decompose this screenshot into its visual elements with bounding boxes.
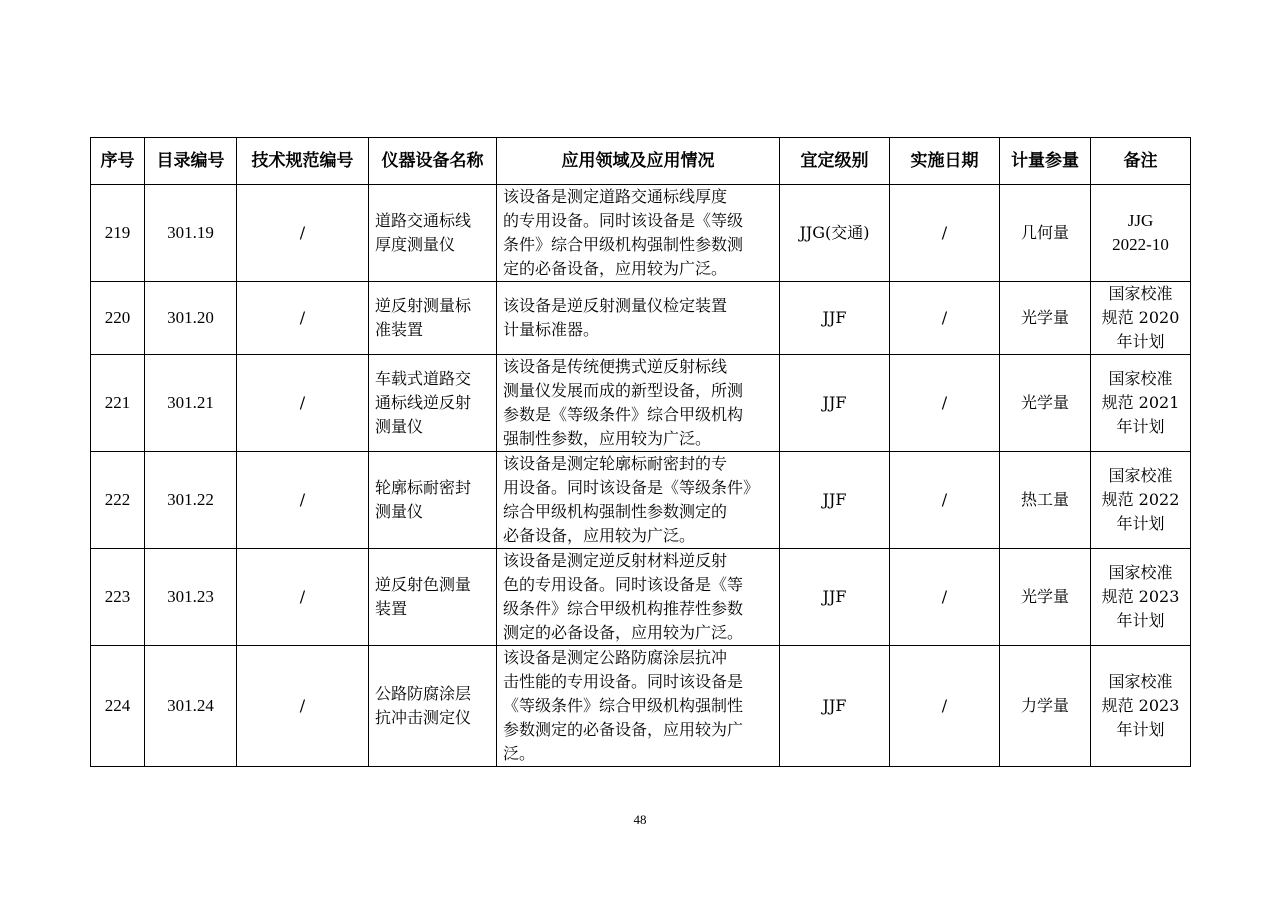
cell-application: 该设备是测定道路交通标线厚度 的专用设备。同时该设备是《等级 条件》综合甲级机构强制性参数测 定的必备设备，应用较为广泛。 <box>497 185 780 282</box>
cell-level: JJF <box>780 282 890 355</box>
cell-spec: / <box>237 185 369 282</box>
cell-param: 力学量 <box>1000 646 1091 767</box>
cell-seq: 223 <box>91 549 145 646</box>
table-row <box>91 549 1191 646</box>
cell-param: 光学量 <box>1000 282 1091 355</box>
cell-level: JJG(交通) <box>780 185 890 282</box>
cell-remark: JJG 2022-10 <box>1091 185 1191 282</box>
cell-application: 该设备是逆反射测量仪检定装置 计量标准器。 <box>497 282 780 355</box>
cell-catalog: 301.24 <box>145 646 237 767</box>
cell-date: / <box>890 549 1000 646</box>
cell-date: / <box>890 646 1000 767</box>
cell-level: JJF <box>780 355 890 452</box>
header-spec-number: 技术规范编号 <box>237 138 369 185</box>
cell-spec: / <box>237 646 369 767</box>
cell-param: 光学量 <box>1000 549 1091 646</box>
cell-name: 逆反射测量标 准装置 <box>369 282 497 355</box>
cell-spec: / <box>237 355 369 452</box>
cell-application: 该设备是传统便携式逆反射标线 测量仪发展而成的新型设备，所测 参数是《等级条件》综合甲级机构 强制性参数，应用较为广泛。 <box>497 355 780 452</box>
table-row <box>91 355 1191 452</box>
table-row <box>91 282 1191 355</box>
table-header-row <box>91 138 1191 185</box>
cell-remark: 国家校准 规范 2021 年计划 <box>1091 355 1191 452</box>
header-level: 宜定级别 <box>780 138 890 185</box>
cell-date: / <box>890 282 1000 355</box>
cell-seq: 220 <box>91 282 145 355</box>
cell-catalog: 301.21 <box>145 355 237 452</box>
cell-date: / <box>890 355 1000 452</box>
cell-application: 该设备是测定公路防腐涂层抗冲 击性能的专用设备。同时该设备是 《等级条件》综合甲级机构强制性 参数测定的必备设备，应用较为广 泛。 <box>497 646 780 767</box>
table-row <box>91 452 1191 549</box>
cell-remark: 国家校准 规范 2022 年计划 <box>1091 452 1191 549</box>
header-seq: 序号 <box>91 138 145 185</box>
cell-name: 道路交通标线 厚度测量仪 <box>369 185 497 282</box>
cell-seq: 219 <box>91 185 145 282</box>
header-instrument-name: 仪器设备名称 <box>369 138 497 185</box>
cell-catalog: 301.23 <box>145 549 237 646</box>
cell-level: JJF <box>780 646 890 767</box>
header-catalog-number: 目录编号 <box>145 138 237 185</box>
cell-seq: 224 <box>91 646 145 767</box>
cell-level: JJF <box>780 549 890 646</box>
cell-name: 轮廓标耐密封 测量仪 <box>369 452 497 549</box>
cell-spec: / <box>237 452 369 549</box>
cell-remark: 国家校准 规范 2023 年计划 <box>1091 549 1191 646</box>
page-number: 48 <box>633 812 647 827</box>
cell-param: 光学量 <box>1000 355 1091 452</box>
cell-date: / <box>890 452 1000 549</box>
cell-name: 公路防腐涂层 抗冲击测定仪 <box>369 646 497 767</box>
header-parameter: 计量参量 <box>1000 138 1091 185</box>
cell-spec: / <box>237 549 369 646</box>
cell-spec: / <box>237 282 369 355</box>
cell-date: / <box>890 185 1000 282</box>
cell-application: 该设备是测定逆反射材料逆反射 色的专用设备。同时该设备是《等 级条件》综合甲级机构推荐性参数 测定的必备设备，应用较为广泛。 <box>497 549 780 646</box>
cell-name: 车载式道路交 通标线逆反射 测量仪 <box>369 355 497 452</box>
catalog-table <box>90 137 1191 767</box>
header-date: 实施日期 <box>890 138 1000 185</box>
cell-catalog: 301.20 <box>145 282 237 355</box>
header-application: 应用领域及应用情况 <box>497 138 780 185</box>
cell-param: 几何量 <box>1000 185 1091 282</box>
cell-seq: 221 <box>91 355 145 452</box>
cell-param: 热工量 <box>1000 452 1091 549</box>
header-remark: 备注 <box>1091 138 1191 185</box>
cell-level: JJF <box>780 452 890 549</box>
cell-catalog: 301.22 <box>145 452 237 549</box>
cell-catalog: 301.19 <box>145 185 237 282</box>
table-row <box>91 646 1191 767</box>
table-row <box>91 185 1191 282</box>
cell-application: 该设备是测定轮廓标耐密封的专 用设备。同时该设备是《等级条件》 综合甲级机构强制性参数测定的 必备设备，应用较为广泛。 <box>497 452 780 549</box>
cell-remark: 国家校准 规范 2023 年计划 <box>1091 646 1191 767</box>
cell-remark: 国家校准 规范 2020 年计划 <box>1091 282 1191 355</box>
cell-seq: 222 <box>91 452 145 549</box>
cell-name: 逆反射色测量 装置 <box>369 549 497 646</box>
